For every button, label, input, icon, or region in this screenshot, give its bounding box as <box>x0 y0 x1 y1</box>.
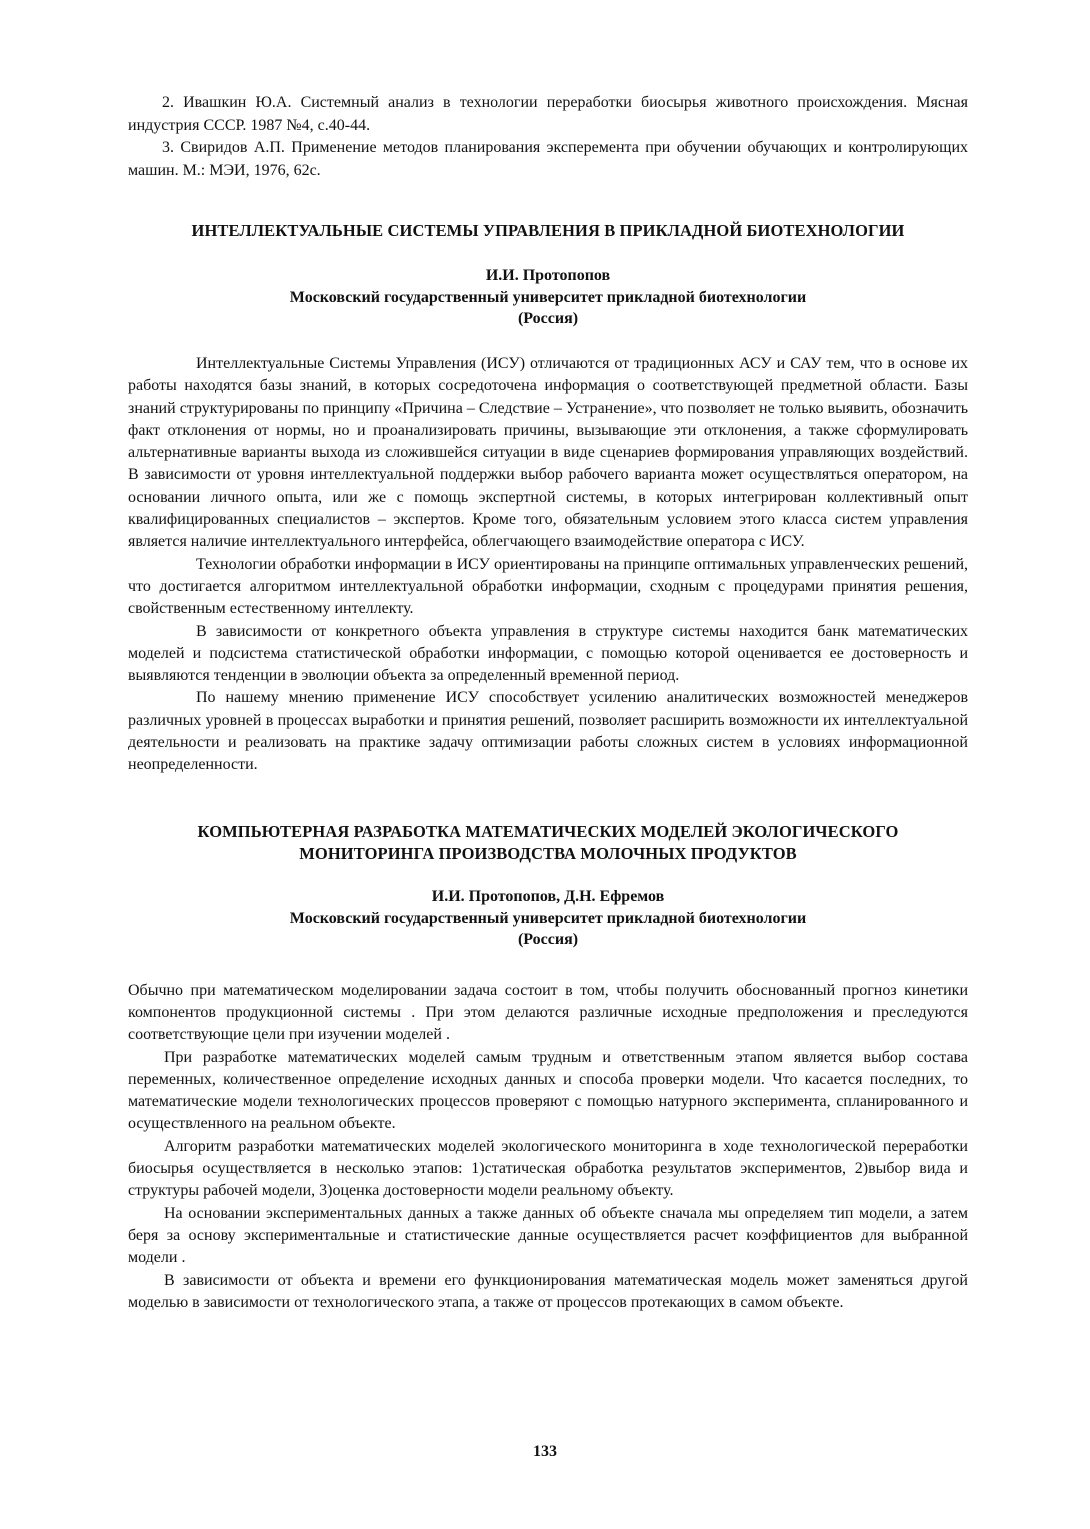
references-list <box>128 92 968 182</box>
body-paragraph: По нашему мнению применение ИСУ способствует усилению аналитических возможностей менеджеров различных уровней в процессах выработки и принятия решений, позволяет расширить возможности их интеллектуальной деятельности и реализовать на практике задачу оптимизации работы сложных систем в условиях информационной неопределенности. <box>128 689 968 774</box>
body-paragraph: В зависимости от конкретного объекта управления в структуре системы находится банк математических моделей и подсистема статистической обработки информации, с помощью которой оценивается ее достоверность и выявляются тенденции в эволюции объекта за определенный временной период. <box>128 622 968 685</box>
article-title: ИНТЕЛЛЕКТУАЛЬНЫЕ СИСТЕМЫ УПРАВЛЕНИЯ В ПРИКЛАДНОЙ БИОТЕХНОЛОГИИ <box>191 221 905 240</box>
reference-item: 2. Ивашкин Ю.А. Системный анализ в технологии переработки биосырья животного происхождения. Мясная индустрия СССР. 1987 №4, с.40-44. <box>128 94 968 134</box>
body-paragraph: При разработке математических моделей самым трудным и ответственным этапом является выбор состава переменных, количественное определение исходных данных и способа проверки модели. Что касается последних, то математические модели технологических процессов проверяют с помощью натурного эксперимента, спланированного и осуществленного на реальном объекте. <box>128 1048 968 1133</box>
article-intelligent-control-systems <box>128 220 968 777</box>
page-number: 133 <box>533 1443 557 1460</box>
article-country: (Россия) <box>517 310 579 327</box>
body-paragraph: В зависимости от объекта и времени его функционирования математическая модель может заменяться другой моделью в зависимости от технологического этапа, а также от процессов протекающих в самом объекте. <box>128 1271 968 1311</box>
article-affiliation: Московский государственный университет прикладной биотехнологии <box>289 909 807 927</box>
body-paragraph: Интеллектуальные Системы Управления (ИСУ) отличаются от традиционных АСУ и САУ тем, что в основе их работы находятся базы знаний, в которых сосредоточена информация о соответствующей предметной области. Базы знаний структурированы по принципу «Причина – Следствие – Устранение», что позволяет не только выявить, обозначить факт отклонения от нормы, но и проанализировать причины, вызывающие эти отклонения, а также сформулировать альтернативные варианты выхода из сложившейся ситуации в виде сценариев формирования управляющих воздействий. В зависимости от уровня интеллектуальной поддержки выбор рабочего варианта может осуществляться оператором, на основании личного опыта, или же с помощь экспертной системы, в которых интегрирован коллективный опыт квалифицированных специалистов – экспертов. Кроме того, обязательным условием этого класса систем управления является наличие интеллектуального интерфейса, облегчающего взаимодействие оператора с ИСУ. <box>128 355 968 551</box>
body-paragraph: На основании экспериментальных данных а также данных об объекте сначала мы определяем тип модели, а затем беря за основу экспериментальные и статистические данные осуществляется расчет коэффициентов для выбранной модели . <box>128 1204 968 1267</box>
article-body <box>128 980 968 1314</box>
body-paragraph: Алгоритм разработки математических моделей экологического мониторинга в ходе технологической переработки биосырья осуществляется в несколько этапов: 1)статическая обработка результатов экспериментов, 2)выбор вида и структуры рабочей модели, 3)оценка достоверности модели реальному объекту. <box>128 1137 968 1200</box>
reference-item: 3. Свиридов А.П. Применение методов планирования эксперемента при обучении обучающих и контролирующих машин. М.: МЭИ, 1976, 62с. <box>128 139 968 179</box>
body-paragraph: Обычно при математическом моделировании задача состоит в том, чтобы получить обоснованный прогноз кинетики компонентов продукционной системы . При этом делаются различные исходные предположения и преследуются соответствующие цели при изучении моделей . <box>128 981 968 1044</box>
article-body <box>128 353 968 777</box>
article-authors: И.И. Протопопов <box>485 267 611 284</box>
body-paragraph: Технологии обработки информации в ИСУ ориентированы на принципе оптимальных управленческих решений, что достигается алгоритмом интеллектуальной обработки информации, сходным с процедурами принятия решения, свойственным естественному интеллекту. <box>128 555 968 618</box>
article-affiliation: Московский государственный университет прикладной биотехнологии <box>289 289 807 306</box>
article-computer-modeling <box>128 821 968 1314</box>
article-title-line-1: КОМПЬЮТЕРНАЯ РАЗРАБОТКА МАТЕМАТИЧЕСКИХ МОДЕЛЕЙ ЭКОЛОГИЧЕСКОГО <box>197 821 899 841</box>
document-page <box>128 92 968 1314</box>
article-authors: И.И. Протопопов, Д.Н. Ефремов <box>431 887 665 905</box>
article-title-line-2: МОНИТОРИНГА ПРОИЗВОДСТВА МОЛОЧНЫХ ПРОДУКТОВ <box>299 843 797 863</box>
article-country: (Россия) <box>517 930 579 948</box>
